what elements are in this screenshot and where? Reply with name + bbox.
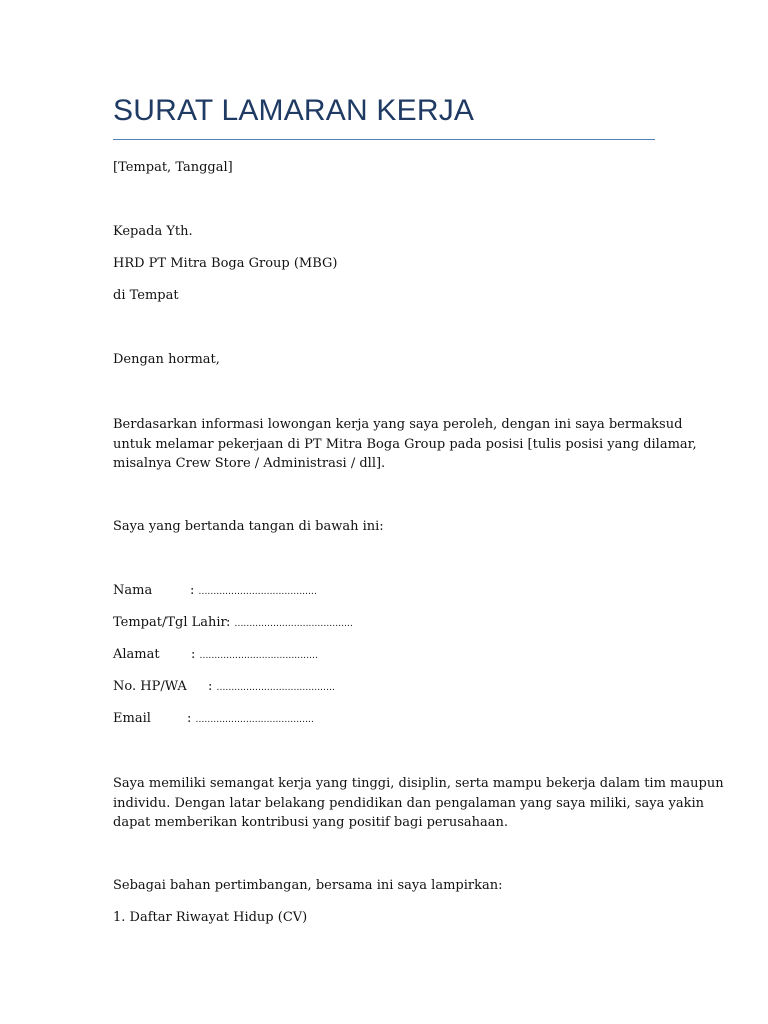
field-separator: : <box>187 711 192 726</box>
intro-line: misalnya Crew Store / Administrasi / dll]. <box>113 456 386 471</box>
field-blank: ........................................ <box>195 715 314 725</box>
field-blank: ........................................ <box>234 619 353 629</box>
attachments-intro: Sebagai bahan pertimbangan, bersama ini saya lampirkan: <box>113 878 503 893</box>
intro-line: untuk melamar pekerjaan di PT Mitra Boga Group pada posisi [tulis posisi yang dilamar, <box>113 436 697 452</box>
field-blank: ........................................ <box>216 683 335 693</box>
recipient-line-2: HRD PT Mitra Boga Group (MBG) <box>113 256 338 271</box>
title-underline <box>113 139 655 140</box>
field-label: Tempat/Tgl Lahir <box>113 615 227 630</box>
field-label: Nama <box>113 583 153 598</box>
body-line: dapat memberikan kontribusi yang positif bagi perusahaan. <box>113 815 509 830</box>
recipient-line-1: Kepada Yth. <box>113 224 193 239</box>
body-line: Saya memiliki semangat kerja yang tinggi, disiplin, serta mampu bekerja dalam tim maupun <box>113 776 724 791</box>
undersigned-statement: Saya yang bertanda tangan di bawah ini: <box>113 519 384 534</box>
intro-line: Berdasarkan informasi lowongan kerja yang saya peroleh, dengan ini saya bermaksud <box>113 417 683 432</box>
attachment-item: 1. Daftar Riwayat Hidup (CV) <box>113 910 308 925</box>
recipient-line-3: di Tempat <box>113 288 179 303</box>
field-blank: ........................................ <box>198 587 317 597</box>
greeting: Dengan hormat, <box>113 352 220 367</box>
field-blank: ........................................ <box>199 651 318 661</box>
field-alamat <box>113 645 318 667</box>
intro-paragraph <box>113 415 697 474</box>
field-label: Email <box>113 711 151 726</box>
body-paragraph <box>113 774 724 833</box>
field-email <box>113 709 314 731</box>
field-separator: : <box>190 583 195 598</box>
field-tempat-tgl-lahir <box>113 613 353 635</box>
body-line: individu. Dengan latar belakang pendidikan dan pengalaman yang saya miliki, saya yakin <box>113 795 704 811</box>
field-label: Alamat <box>113 647 160 662</box>
field-no-hp-wa <box>113 677 335 699</box>
field-label: No. HP/WA <box>113 679 187 694</box>
field-separator: : <box>191 647 196 662</box>
field-nama <box>113 581 317 603</box>
field-separator: : <box>226 615 231 630</box>
field-separator: : <box>208 679 213 694</box>
place-date: [Tempat, Tanggal] <box>113 160 233 175</box>
document-title: SURAT LAMARAN KERJA <box>113 94 475 127</box>
